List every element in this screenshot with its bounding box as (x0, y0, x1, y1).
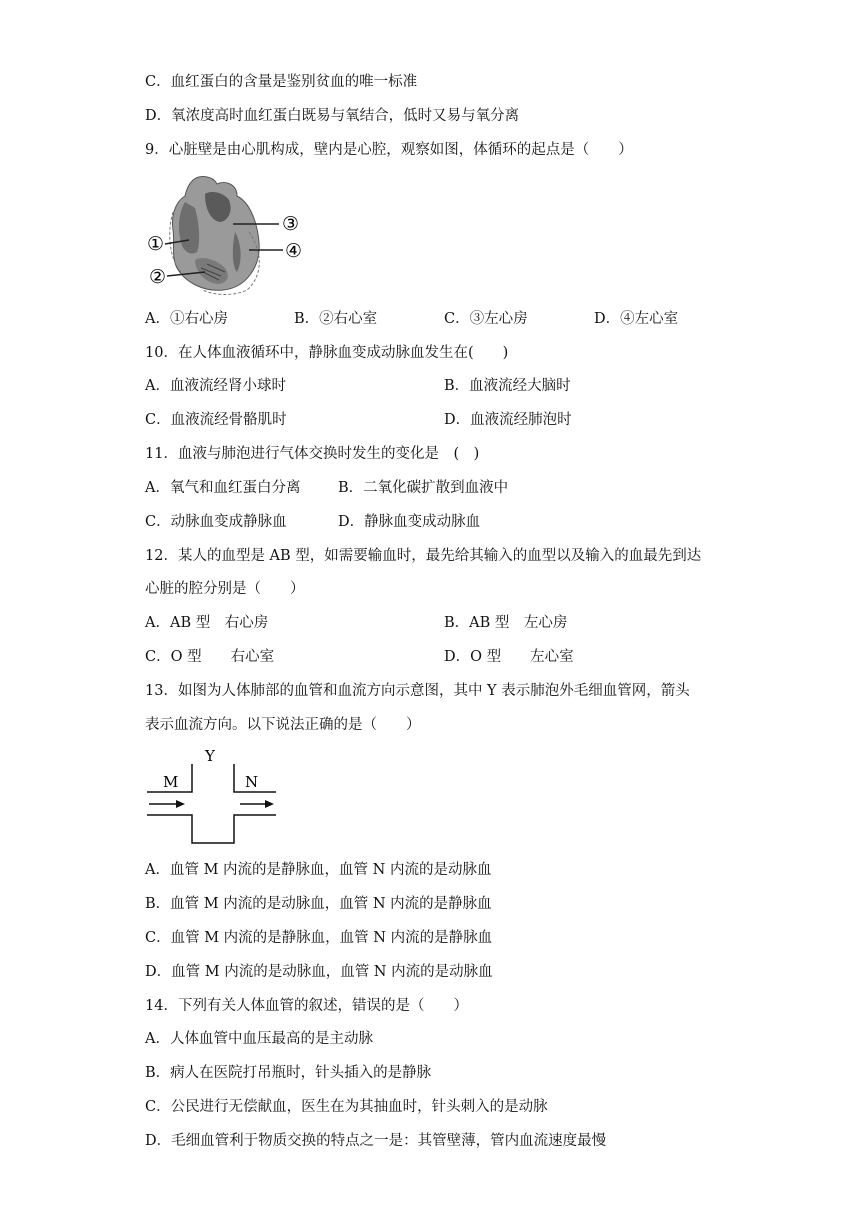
q11-option-d: D．静脉血变成动脉血 (338, 514, 481, 530)
vessel-label-y: Y (205, 747, 215, 765)
q13-option-a: A．血管 M 内流的是静脉血，血管 N 内流的是动脉血 (145, 862, 492, 878)
vessel-label-m: M (163, 773, 179, 791)
vessel-diagram (145, 745, 280, 847)
q14-option-b: B．病人在医院打吊瓶时，针头插入的是静脉 (145, 1065, 432, 1081)
q12-option-d: D．O 型 左心室 (444, 649, 574, 665)
q13-option-c: C．血管 M 内流的是静脉血，血管 N 内流的是静脉血 (145, 930, 493, 946)
q12-stem-line1: 12．某人的血型是 AB 型，如需要输血时，最先给其输入的血型以及输入的血最先到达 (145, 548, 702, 564)
heart-label-1: ① (147, 233, 165, 255)
q14-stem: 14．下列有关人体血管的叙述，错误的是（ ） (145, 998, 468, 1014)
q13-option-b: B．血管 M 内流的是动脉血，血管 N 内流的是静脉血 (145, 896, 492, 912)
q12-option-b: B．AB 型 左心房 (444, 615, 568, 631)
q12-option-c: C．O 型 右心室 (145, 649, 275, 665)
q10-option-a: A．血液流经肾小球时 (145, 378, 286, 394)
q13-stem-line1: 13．如图为人体肺部的血管和血流方向示意图，其中 Y 表示肺泡外毛细血管网，箭头 (145, 683, 690, 699)
vessel-label-n: N (245, 773, 259, 791)
q9-option-b: B．②右心室 (294, 311, 378, 327)
q11-option-b: B．二氧化碳扩散到血液中 (338, 480, 509, 496)
q10-option-b: B．血液流经大脑时 (444, 378, 571, 394)
q9-stem: 9．心脏壁是由心肌构成，壁内是心腔，观察如图，体循环的起点是（ ） (145, 142, 633, 158)
heart-label-3: ③ (282, 213, 300, 235)
q11-stem: 11．血液与肺泡进行气体交换时发生的变化是 ( ) (145, 446, 480, 462)
heart-label-4: ④ (285, 240, 303, 262)
q9-option-a: A．①右心房 (145, 311, 228, 327)
q14-option-d: D．毛细血管利于物质交换的特点之一是：其管壁薄，管内血流速度最慢 (145, 1133, 607, 1149)
q12-option-a: A．AB 型 右心房 (145, 615, 269, 631)
q9-option-c: C．③左心房 (444, 311, 528, 327)
q12-stem-line2: 心脏的腔分别是（ ） (145, 581, 305, 597)
q9-option-d: D．④左心室 (594, 311, 679, 327)
q14-option-a: A．人体血管中血压最高的是主动脉 (145, 1031, 373, 1047)
heart-label-2: ② (149, 266, 167, 288)
heart-diagram (145, 172, 310, 297)
q11-option-c: C．动脉血变成静脉血 (145, 514, 287, 530)
option-d-prev: D．氧浓度高时血红蛋白既易与氧结合，低时又易与氧分离 (145, 108, 520, 124)
option-c-prev: C．血红蛋白的含量是鉴别贫血的唯一标准 (145, 74, 418, 90)
q10-option-d: D．血液流经肺泡时 (444, 412, 572, 428)
q11-option-a: A．氧气和血红蛋白分离 (145, 480, 301, 496)
q10-option-c: C．血液流经骨骼肌时 (145, 412, 287, 428)
q14-option-c: C．公民进行无偿献血，医生在为其抽血时，针头刺入的是动脉 (145, 1099, 548, 1115)
q13-option-d: D．血管 M 内流的是动脉血，血管 N 内流的是动脉血 (145, 964, 493, 980)
q10-stem: 10．在人体血液循环中，静脉血变成动脉血发生在( ) (145, 345, 509, 361)
q13-stem-line2: 表示血流方向。以下说法正确的是（ ） (145, 717, 421, 733)
